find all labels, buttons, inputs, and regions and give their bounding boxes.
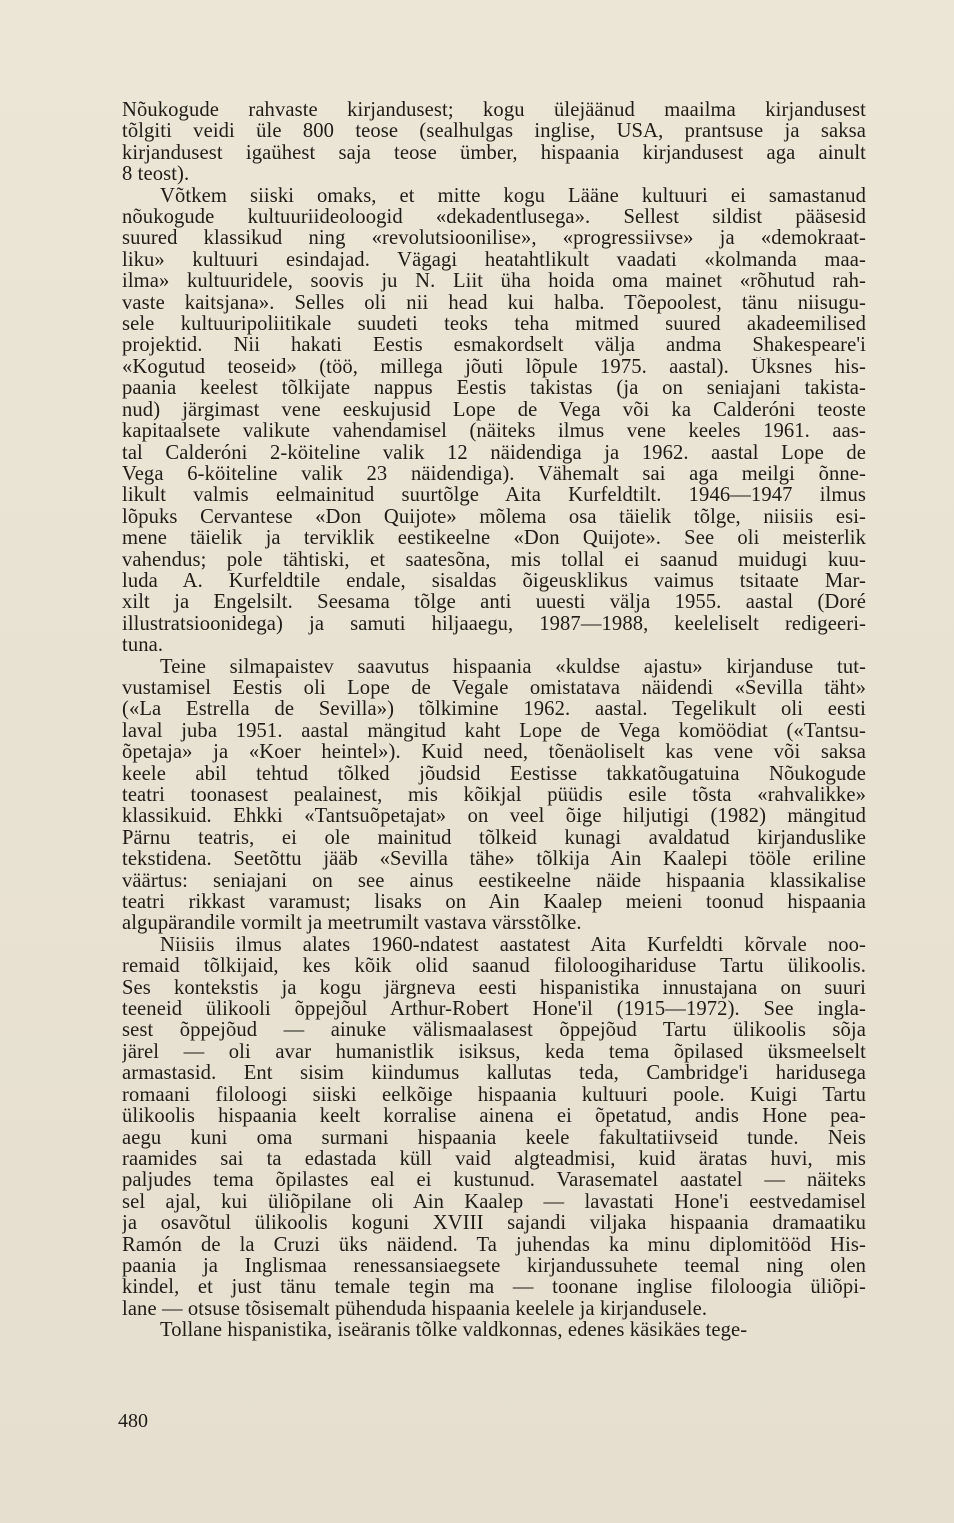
text-line: armastasid. Ent sisim kiindumus kallutas teda, Cambridge'i haridusega	[122, 1063, 866, 1085]
paragraph	[122, 100, 866, 186]
text-line: romaani filoloogi siiski eelkõige hispaania kultuuri poole. Kuigi Tartu	[122, 1084, 866, 1106]
text-line: suured klassikud ning «revolutsioonilise», «progressiivse» ja «demokraat-	[122, 228, 866, 250]
text-line: tekstidena. Seetõttu jääb «Sevilla tähe» tõlkija Ain Kaalepi tööle eriline	[122, 849, 866, 871]
text-line: väärtus: seniajani on see ainus eestikeelne näide hispaania klassikalise	[122, 870, 866, 892]
paragraph	[122, 935, 866, 1320]
page-number: 480	[118, 1410, 148, 1432]
text-line: vahendus; pole tähtiski, et saatesõna, mis tollal ei saanud muidugi kuu-	[122, 549, 866, 571]
text-line: kapitaalsete valikute vahendamisel (näiteks ilmus vene keeles 1961. aas-	[122, 421, 866, 443]
text-line: kindel, et just tänu temale tegin ma — toonane inglise filoloogia üliõpi-	[122, 1277, 866, 1299]
text-line: õpetaja» ja «Koer heintel»). Kuid need, tõenäoliselt kas vene või saksa	[122, 742, 866, 764]
text-line: sest õppejõud — ainuke välismaalasest õppejõud Tartu ülikoolis sõja	[122, 1020, 866, 1042]
text-line: aegu kuni oma surmani hispaania keele fakultatiivseid tunde. Neis	[122, 1127, 866, 1149]
text-line: vustamisel Eestis oli Lope de Vegale omistatava näidendi «Sevilla täht»	[122, 677, 866, 699]
text-line: nõukogude kultuuriideoloogid «dekadentlusega». Sellest sildist pääsesid	[122, 207, 866, 229]
text-line: Pärnu teatris, ei ole mainitud tõlkeid kunagi avaldatud kirjanduslike	[122, 827, 866, 849]
text-line: paania ja Inglismaa renessansiaegsete kirjandussuhete teemal ning olen	[122, 1255, 866, 1277]
text-line: tõlgiti veidi üle 800 teose (sealhulgas inglise, USA, prantsuse ja saksa	[122, 121, 866, 143]
text-line: Teine silmapaistev saavutus hispaania «kuldse ajastu» kirjanduse tut-	[160, 656, 866, 678]
text-line: Võtkem siiski omaks, et mitte kogu Lääne kultuuri ei samastanud	[160, 185, 866, 207]
text-line: vaste kaitsjana». Selles oli nii head kui halba. Tõepoolest, tänu niisugu-	[122, 292, 866, 314]
text-line: järel — oli avar humanistlik isiksus, keda tema õpilased üksmeelselt	[122, 1041, 866, 1063]
text-line: illustratsioonidega) ja samuti hiljaaegu, 1987—1988, keeleliselt redigeeri-	[122, 613, 866, 635]
text-line: sel ajal, kui üliõpilane oli Ain Kaalep — lavastati Hone'i eestvedamisel	[122, 1191, 866, 1213]
text-line: nud) järgimast vene eeskujusid Lope de Vega või ka Calderóni teoste	[122, 399, 866, 421]
text-line: Ses kontekstis ja kogu järgneva eesti hispanistika innustajana on suuri	[122, 977, 866, 999]
text-line: laval juba 1951. aastal mängitud kaht Lope de Vega komöödiat («Tantsu-	[122, 720, 866, 742]
text-line: («La Estrella de Sevilla») tõlkimine 1962. aastal. Tegelikult oli eesti	[122, 699, 866, 721]
text-line: tuna.	[122, 635, 164, 657]
text-line: teatri rikkast varamust; lisaks on Ain Kaalep meieni toonud hispaania	[122, 892, 866, 914]
text-line: «Kogutud teoseid» (töö, millega jõuti lõpule 1975. aastal). Üksnes his-	[122, 356, 866, 378]
text-line: liku» kultuuri esindajad. Vägagi heatahtlikult vaadati «kolmanda maa-	[122, 249, 866, 271]
text-line: paania keelest tõlkijate nappus Eestis takistas (ja on seniajani takista-	[122, 378, 866, 400]
text-line: raamides sai ta edastada küll vaid algteadmisi, kuid äratas huvi, mis	[122, 1148, 866, 1170]
text-line: ilma» kultuuridele, soovis ju N. Liit üha hoida oma mainet «rõhutud rah-	[122, 271, 866, 293]
text-line: lane — otsuse tõsisemalt pühenduda hispaania keelele ja kirjandusele.	[122, 1298, 708, 1320]
text-line: Tollane hispanistika, iseäranis tõlke valdkonnas, edenes käsikäes tege-	[160, 1320, 748, 1342]
paragraph	[122, 1320, 866, 1341]
paragraph	[122, 657, 866, 935]
text-line: Ramón de la Cruzi üks näidend. Ta juhendas ka minu diplomitööd His-	[122, 1234, 866, 1256]
text-line: sele kultuuripoliitikale suudeti teoks teha mitmed suured akadeemilised	[122, 314, 866, 336]
text-line: Niisiis ilmus alates 1960-ndatest aastatest Aita Kurfeldti kõrvale noo-	[160, 934, 866, 956]
text-line: 8 teost).	[122, 164, 190, 186]
text-line: keele abil tehtud tõlked jõudsid Eestisse takkatõugatuina Nõukogude	[122, 763, 866, 785]
text-line: ülikoolis hispaania keelt korralise ainena ei õpetatud, andis Hone pea-	[122, 1106, 866, 1128]
text-line: mene täielik ja terviklik eestikeelne «Don Quijote». See oli meisterlik	[122, 528, 866, 550]
text-line: algupärandile vormilt ja meetrumilt vastava värsstõlke.	[122, 913, 582, 935]
body-text	[122, 100, 866, 1342]
text-line: teeneid ülikooli õppejõul Arthur-Robert Hone'il (1915—1972). See ingla-	[122, 999, 866, 1021]
text-line: kirjandusest igaühest saja teose ümber, hispaania kirjandusest aga ainult	[122, 142, 866, 164]
text-line: teatri toonasest pealainest, mis kõikjal püüdis esile tõsta «rahvalikke»	[122, 785, 866, 806]
text-line: luda A. Kurfeldtile endale, sisaldas õigeusklikus vaimus tsitaate Mar-	[122, 570, 866, 592]
text-line: tal Calderóni 2-köiteline valik 12 näidendiga ja 1962. aastal Lope de	[122, 442, 866, 464]
paragraph	[122, 186, 866, 657]
text-line: likult valmis eelmainitud suurtõlge Aita Kurfeldtilt. 1946—1947 ilmus	[122, 485, 866, 507]
text-line: lõpuks Cervantese «Don Quijote» mõlema osa täielik tõlge, niisiis esi-	[122, 506, 866, 528]
text-line: ja osavõtul ülikoolis koguni XVIII sajandi viljaka hispaania dramaatiku	[122, 1213, 866, 1235]
text-line: projektid. Nii hakati Eestis esmakordselt välja andma Shakespeare'i	[122, 335, 866, 357]
text-line: remaid tõlkijaid, kes kõik olid saanud filoloogihariduse Tartu ülikoolis.	[122, 956, 866, 978]
text-line: xilt ja Engelsilt. Seesama tõlge anti uuesti välja 1955. aastal (Doré	[122, 592, 866, 614]
text-line: Vega 6-köiteline valik 23 näidendiga). Vähemalt sai aga meilgi õnne-	[122, 463, 866, 485]
text-line: klassikuid. Ehkki «Tantsuõpetajat» on veel õige hiljutigi (1982) mängitud	[122, 806, 866, 828]
text-line: Nõukogude rahvaste kirjandusest; kogu ülejäänud maailma kirjandusest	[122, 100, 866, 121]
text-line: paljudes tema õpilastes eal ei kustunud. Varasematel aastatel — näiteks	[122, 1170, 866, 1192]
